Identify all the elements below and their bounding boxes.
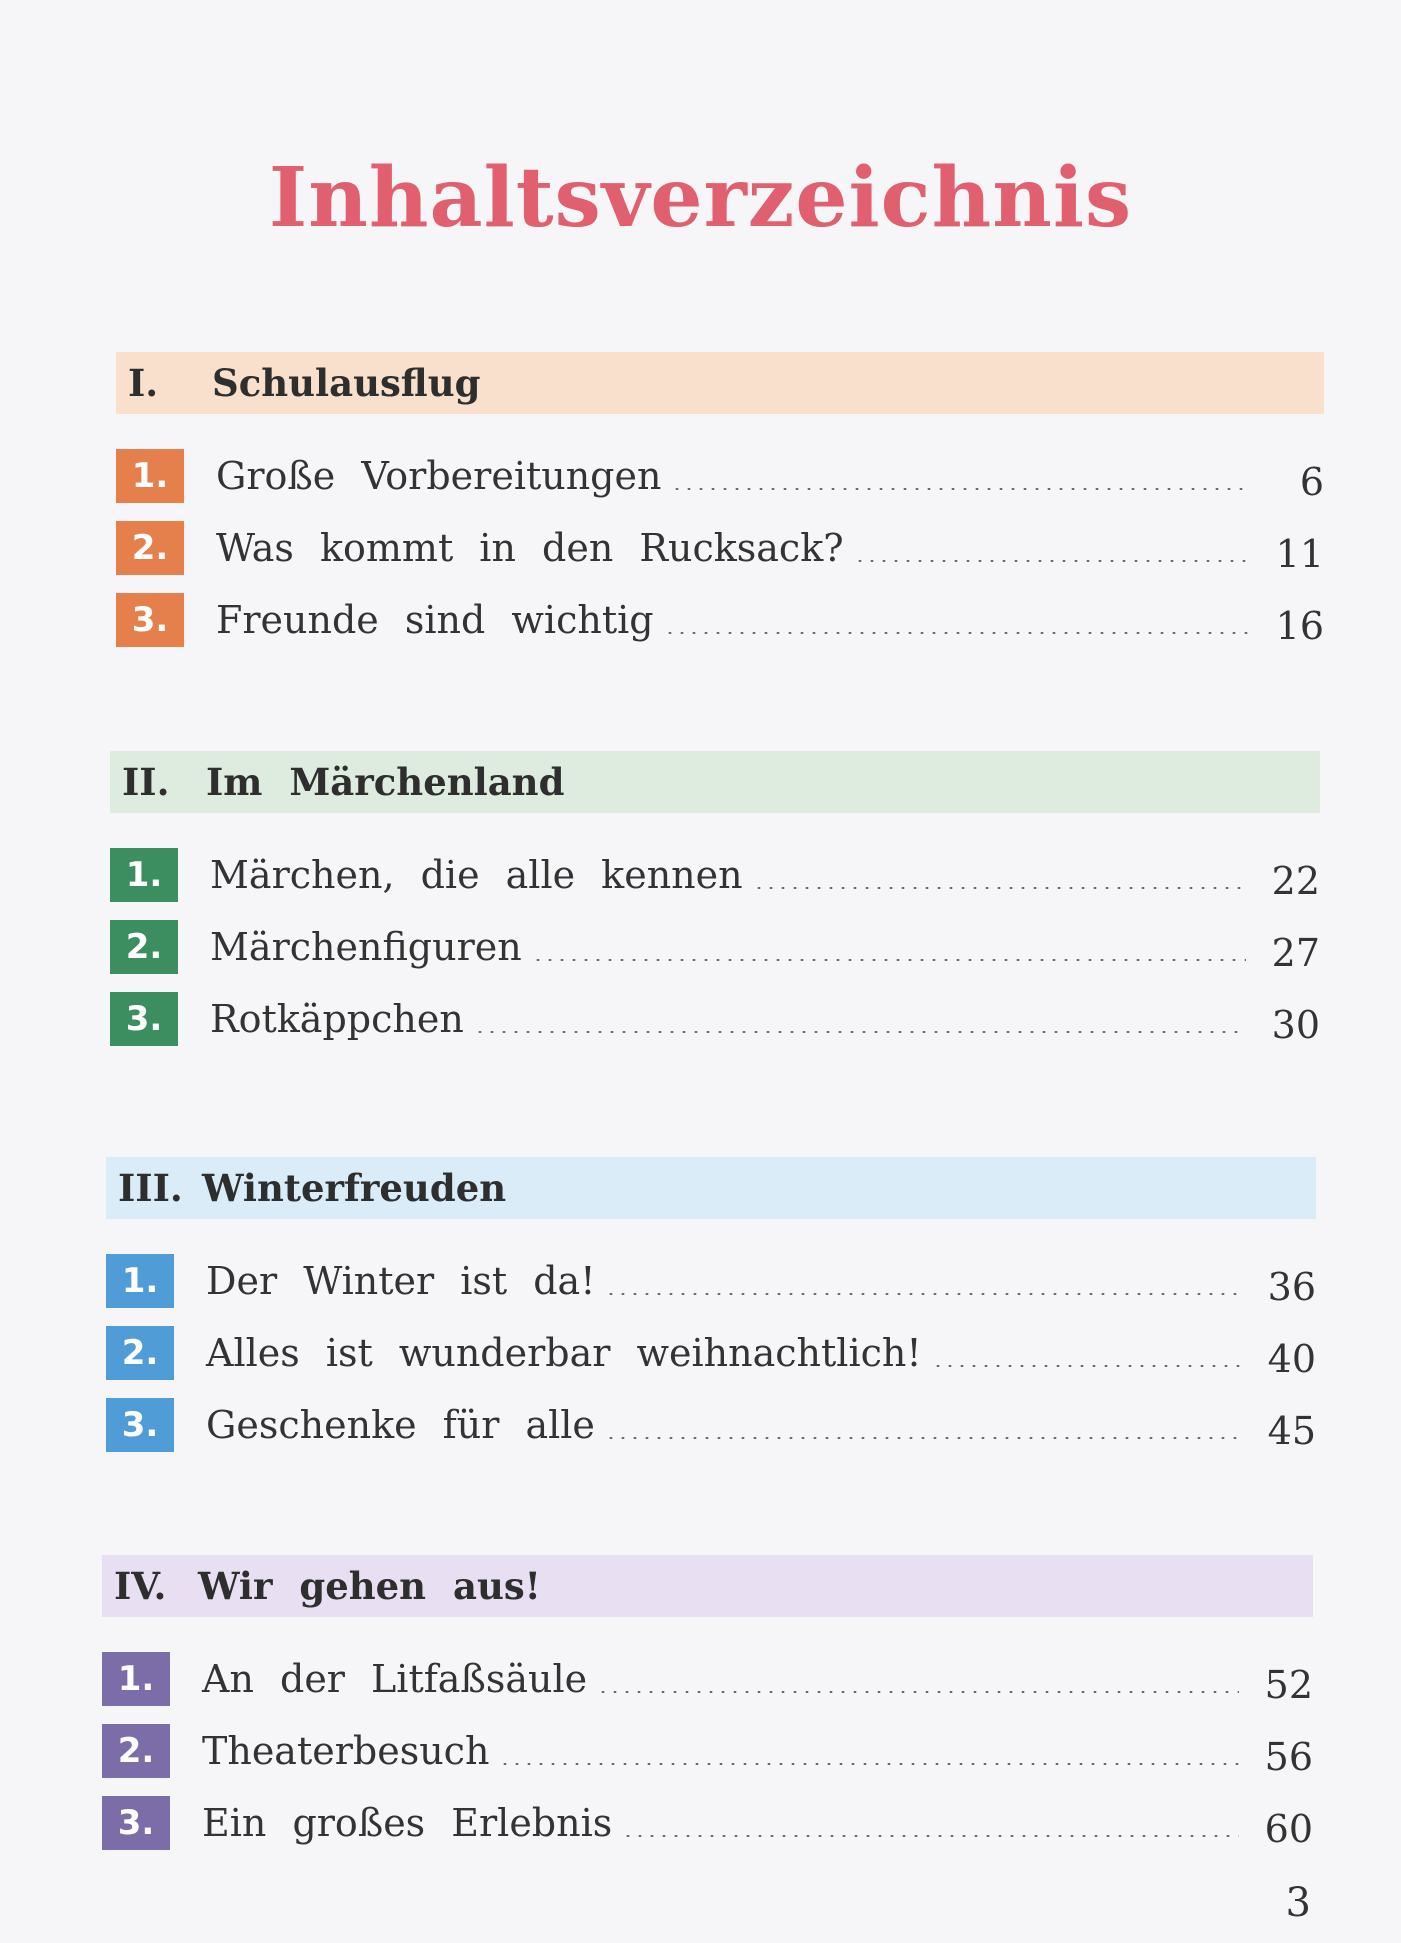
lesson-item[interactable] bbox=[110, 983, 1320, 1055]
lesson-number-badge: 1. bbox=[102, 1652, 170, 1706]
section-1 bbox=[116, 352, 1324, 656]
lesson-number-badge: 1. bbox=[106, 1254, 174, 1308]
lesson-list bbox=[110, 839, 1320, 1055]
dot-leader bbox=[499, 1763, 1239, 1765]
section-2 bbox=[110, 751, 1320, 1055]
section-header bbox=[116, 352, 1324, 414]
lesson-title: An der Litfaßsäule bbox=[202, 1657, 588, 1701]
lesson-number-badge: 2. bbox=[116, 521, 184, 575]
lesson-item[interactable] bbox=[116, 440, 1324, 512]
lesson-item[interactable] bbox=[106, 1389, 1316, 1461]
dot-leader bbox=[597, 1691, 1239, 1693]
dot-leader bbox=[474, 1031, 1246, 1033]
lesson-item[interactable] bbox=[102, 1787, 1313, 1859]
lesson-item[interactable] bbox=[110, 911, 1320, 983]
lesson-title: Was kommt in den Rucksack? bbox=[216, 526, 844, 570]
lesson-page-number: 45 bbox=[1267, 1409, 1316, 1453]
page-title: Inhaltsverzeichnis bbox=[268, 150, 1133, 246]
dot-leader bbox=[664, 632, 1250, 634]
lesson-page-number: 27 bbox=[1271, 931, 1320, 975]
dot-leader bbox=[932, 1365, 1242, 1367]
dot-leader bbox=[532, 959, 1246, 961]
dot-leader bbox=[622, 1835, 1239, 1837]
lesson-number-badge: 2. bbox=[102, 1724, 170, 1778]
page-number: 3 bbox=[1285, 1880, 1311, 1926]
lesson-list bbox=[116, 440, 1324, 656]
lesson-title: Freunde sind wichtig bbox=[216, 598, 654, 642]
lesson-page-number: 30 bbox=[1271, 1003, 1320, 1047]
lesson-item[interactable] bbox=[102, 1643, 1313, 1715]
dot-leader bbox=[605, 1437, 1242, 1439]
lesson-title: Große Vorbereitungen bbox=[216, 454, 662, 498]
lesson-title: Märchenfiguren bbox=[210, 925, 522, 969]
lesson-item[interactable] bbox=[110, 839, 1320, 911]
lesson-title: Theaterbesuch bbox=[202, 1729, 490, 1773]
section-number: III. bbox=[118, 1166, 183, 1210]
lesson-title: Ein großes Erlebnis bbox=[202, 1801, 613, 1845]
lesson-number-badge: 3. bbox=[106, 1398, 174, 1452]
section-title: Schulausflug bbox=[212, 361, 481, 405]
lesson-page-number: 60 bbox=[1264, 1807, 1313, 1851]
lesson-title: Rotkäppchen bbox=[210, 997, 464, 1041]
lesson-page-number: 52 bbox=[1264, 1663, 1313, 1707]
section-header bbox=[110, 751, 1320, 813]
lesson-page-number: 40 bbox=[1267, 1337, 1316, 1381]
lesson-title: Märchen, die alle kennen bbox=[210, 853, 743, 897]
lesson-title: Geschenke für alle bbox=[206, 1403, 595, 1447]
lesson-page-number: 6 bbox=[1299, 460, 1324, 504]
lesson-item[interactable] bbox=[106, 1317, 1316, 1389]
dot-leader bbox=[753, 887, 1246, 889]
lesson-title: Der Winter ist da! bbox=[206, 1259, 596, 1303]
lesson-title: Alles ist wunderbar weihnachtlich! bbox=[206, 1331, 922, 1375]
lesson-number-badge: 2. bbox=[106, 1326, 174, 1380]
section-number: IV. bbox=[114, 1564, 167, 1608]
lesson-number-badge: 2. bbox=[110, 920, 178, 974]
section-title: Wir gehen aus! bbox=[198, 1564, 541, 1608]
section-4 bbox=[102, 1555, 1313, 1859]
lesson-page-number: 22 bbox=[1271, 859, 1320, 903]
dot-leader bbox=[605, 1293, 1242, 1295]
dot-leader bbox=[671, 488, 1250, 490]
lesson-number-badge: 3. bbox=[110, 992, 178, 1046]
section-header bbox=[106, 1157, 1316, 1219]
section-title: Im Märchenland bbox=[206, 760, 565, 804]
lesson-item[interactable] bbox=[102, 1715, 1313, 1787]
lesson-item[interactable] bbox=[116, 584, 1324, 656]
lesson-list bbox=[106, 1245, 1316, 1461]
lesson-page-number: 16 bbox=[1275, 604, 1324, 648]
section-number: II. bbox=[122, 760, 170, 804]
section-3 bbox=[106, 1157, 1316, 1461]
lesson-list bbox=[102, 1643, 1313, 1859]
lesson-page-number: 56 bbox=[1264, 1735, 1313, 1779]
lesson-number-badge: 3. bbox=[116, 593, 184, 647]
section-header bbox=[102, 1555, 1313, 1617]
lesson-page-number: 11 bbox=[1275, 532, 1324, 576]
lesson-item[interactable] bbox=[106, 1245, 1316, 1317]
lesson-item[interactable] bbox=[116, 512, 1324, 584]
dot-leader bbox=[854, 560, 1250, 562]
section-title: Winterfreuden bbox=[202, 1166, 507, 1210]
lesson-number-badge: 1. bbox=[116, 449, 184, 503]
lesson-number-badge: 3. bbox=[102, 1796, 170, 1850]
section-number: I. bbox=[128, 361, 159, 405]
lesson-number-badge: 1. bbox=[110, 848, 178, 902]
lesson-page-number: 36 bbox=[1267, 1265, 1316, 1309]
